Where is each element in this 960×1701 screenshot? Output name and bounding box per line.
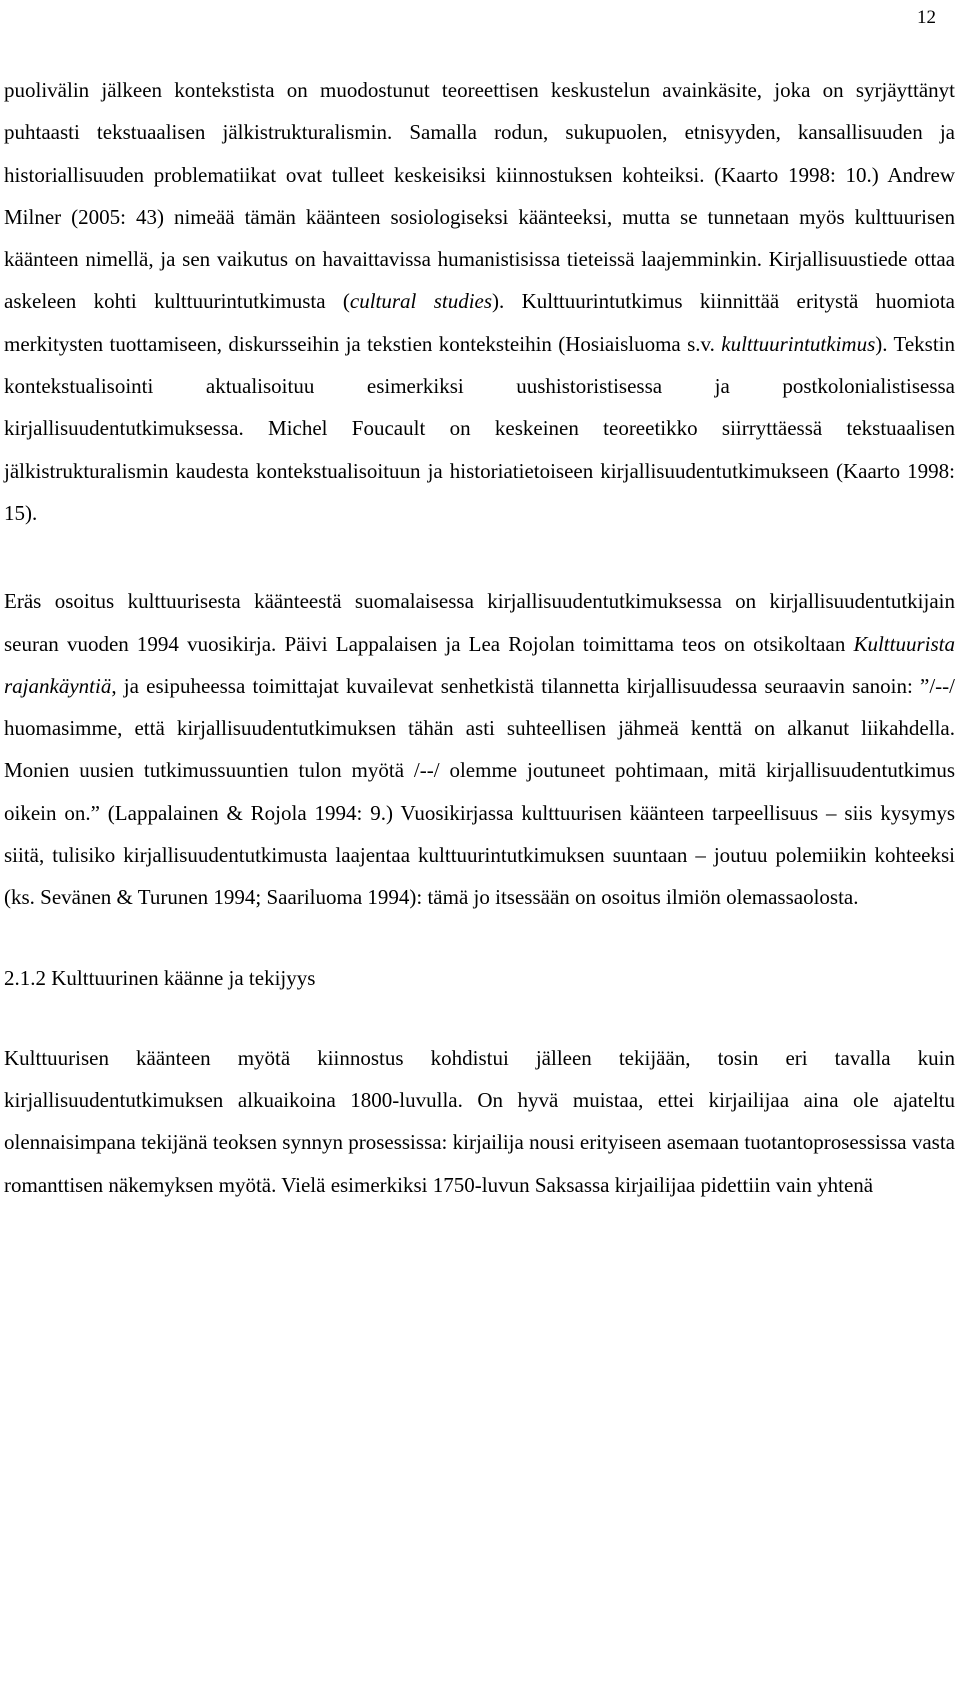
paragraph-text: Eräs osoitus kulttuurisesta käänteestä suomalaisessa kirjallisuudentutkimuksessa on kirjallisuudentutkijain seuran vuoden 1994 vuosikirja. Päivi Lappalaisen ja Lea Rojolan toimittama teos on otsikoltaan	[4, 589, 955, 656]
paragraph-text: , ja esipuheessa toimittajat kuvailevat senhetkistä tilannetta kirjallisuudessa seuraavin sanoin: ”/--/ huomasimme, että kirjallisuudentutkimuksen tähän asti suhteellisen jähmeä kenttä on alkanut liikahdella. Monien uusien tutkimussuuntien tulon myötä /--/ olemme joutuneet pohtimaan, mitä kirjallisuudentutkimus oikein on.” (Lappalainen & Rojola 1994: 9.) Vuosikirjassa kulttuurisen käänteen tarpeellisuus – siis kysymys siitä, tulisiko kirjallisuudentutkimusta laajentaa kulttuurintutkimuksen suuntaan – joutuu polemiikin kohteeksi (ks. Sevänen & Turunen 1994; Saariluoma 1994): tämä jo itsessään on osoitus ilmiön olemassaolosta.	[4, 673, 955, 910]
paragraph-text: puolivälin jälkeen kontekstista on muodostunut teoreettisen keskustelun avainkäsite, joka on syrjäyttänyt puhtaasti tekstuaalisen jälkistrukturalismin. Samalla rodun, sukupuolen, etnisyyden, kansallisuuden ja historiallisuuden problematiikat ovat tulleet keskeisiksi kiinnostuksen kohteiksi. (Kaarto 1998: 10.) Andrew Milner (2005: 43) nimeää tämän käänteen sosiologiseksi käänteeksi, mutta se tunnetaan myös kulttuurisen käänteen nimellä, ja sen vaikutus on havaittavissa humanistisissa tieteissä laajemminkin. Kirjallisuustiede ottaa askeleen kohti kulttuurintutkimusta (	[4, 78, 955, 314]
document-body	[4, 69, 955, 1253]
paragraph-finnish-research	[4, 580, 955, 918]
italic-term: kulttuurintutkimus	[721, 331, 876, 356]
page-number: 12	[917, 7, 936, 28]
paragraph-authorship: Kulttuurisen käänteen myötä kiinnostus kohdistui jälleen tekijään, tosin eri tavalla kuin kirjallisuudentutkimuksen alkuaikoina 1800-luvulla. On hyvä muistaa, ettei kirjailijaa aina ole ajateltu olennaisimpana tekijänä teoksen synnyn prosessissa: kirjailija nousi erityiseen asemaan tuotantoprosessissa vasta romanttisen näkemyksen myötä. Vielä esimerkiksi 1750-luvun Saksassa kirjailijaa pidettiin vain yhtenä	[4, 1045, 955, 1197]
section-heading: 2.1.2 Kulttuurinen käänne ja tekijyys	[4, 965, 316, 990]
paragraph-contextual-turn	[4, 69, 955, 534]
paragraph-text: ). Kulttuurintutkimus kiinnittää eritystä huomiota merkitysten tuottamiseen, diskursseihin ja tekstien konteksteihin (Hosiaisluoma s.v.	[4, 289, 955, 356]
paragraph-text: ). Tekstin kontekstualisointi aktualisoituu esimerkiksi uushistoristisessa ja postkolonialistisessa kirjallisuudentutkimuksessa. Michel Foucault on keskeinen teoreetikko siirryttäessä tekstuaalisen jälkistrukturalismin kaudesta kontekstualisoituun ja historiatietoiseen kirjallisuudentutkimukseen (Kaarto 1998: 15).	[4, 331, 956, 525]
italic-term: cultural studies	[349, 289, 493, 314]
italic-book-title: Kulttuurista rajankäyntiä	[4, 631, 955, 698]
